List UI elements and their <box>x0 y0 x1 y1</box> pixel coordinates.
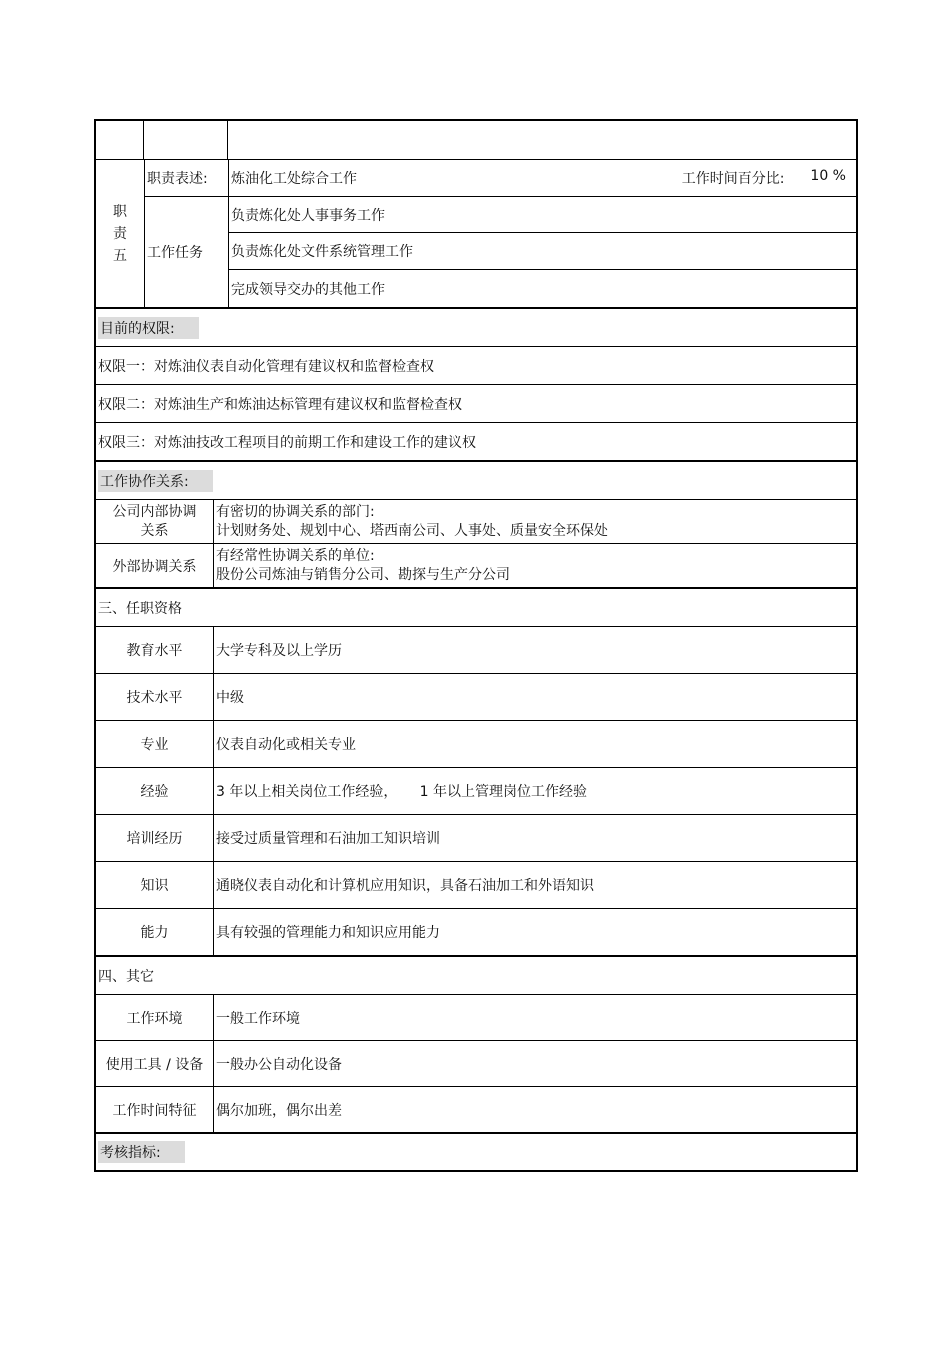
task-label: 工作任务 <box>145 197 229 307</box>
assessment-section <box>94 1132 858 1172</box>
cooperation-section <box>94 460 858 587</box>
assessment-header: 考核指标: <box>98 1141 185 1163</box>
authority-item: 权限二：对炼油生产和炼油达标管理有建议权和监督检查权 <box>98 396 462 413</box>
other-header: 四、其它 <box>98 968 154 985</box>
authority-item: 权限三：对炼油技改工程项目的前期工作和建设工作的建议权 <box>98 434 476 451</box>
blank-row <box>96 121 856 160</box>
other-row: 工作时间特征 偶尔加班，偶尔出差 <box>96 1087 856 1132</box>
time-percent-value: 10 % <box>810 168 846 184</box>
internal-cooperation-title: 有密切的协调关系的部门: <box>216 503 375 520</box>
duty-description-row <box>145 160 856 197</box>
cooperation-header: 工作协作关系: <box>98 470 213 492</box>
task-item: 负责炼化处文件系统管理工作 <box>229 233 856 270</box>
internal-cooperation-label: 公司内部协调 <box>112 503 197 520</box>
qualification-row: 专业 仪表自动化或相关专业 <box>96 721 856 768</box>
authority-header: 目前的权限: <box>98 317 199 339</box>
authority-item: 权限一：对炼油仪表自动化管理有建议权和监督检查权 <box>98 358 434 375</box>
internal-cooperation-row: 公司内部协调 关系 有密切的协调关系的部门: 计划财务处、规划中心、塔西南公司、人事处、质量安全环保处 <box>96 500 856 544</box>
qualification-row: 技术水平 中级 <box>96 674 856 721</box>
duty-five-side-label: 职 责 五 <box>96 160 145 307</box>
external-cooperation-title: 有经常性协调关系的单位: <box>216 547 375 564</box>
qualification-row: 知识 通晓仪表自动化和计算机应用知识，具备石油加工和外语知识 <box>96 862 856 909</box>
duty-description-label: 职责表述: <box>145 160 229 196</box>
external-cooperation-label: 外部协调关系 <box>96 544 214 587</box>
qualification-header: 三、任职资格 <box>98 600 182 617</box>
task-item: 负责炼化处人事事务工作 <box>229 197 856 233</box>
other-row: 工作环境 一般工作环境 <box>96 995 856 1041</box>
task-item: 完成领导交办的其他工作 <box>231 281 385 298</box>
external-cooperation-units: 股份公司炼油与销售分公司、勘探与生产分公司 <box>216 566 510 583</box>
qualification-row: 能力 具有较强的管理能力和知识应用能力 <box>96 909 856 955</box>
other-section <box>94 955 858 1132</box>
duty-five-section <box>94 119 858 307</box>
time-percent-label: 工作时间百分比: <box>681 171 785 187</box>
other-row: 使用工具 / 设备 一般办公自动化设备 <box>96 1041 856 1087</box>
qualification-row: 培训经历 接受过质量管理和石油加工知识培训 <box>96 815 856 862</box>
duty-five-body <box>96 160 856 307</box>
qualification-row: 教育水平 大学专科及以上学历 <box>96 627 856 674</box>
external-cooperation-row <box>96 544 856 587</box>
qualification-section <box>94 587 858 955</box>
job-description-table <box>94 119 856 1172</box>
duty-description-value: 炼油化工处综合工作 <box>231 171 357 187</box>
internal-cooperation-departments: 计划财务处、规划中心、塔西南公司、人事处、质量安全环保处 <box>216 522 608 539</box>
qualification-row: 经验 3 年以上相关岗位工作经验， 1 年以上管理岗位工作经验 <box>96 768 856 815</box>
authority-section <box>94 307 858 460</box>
